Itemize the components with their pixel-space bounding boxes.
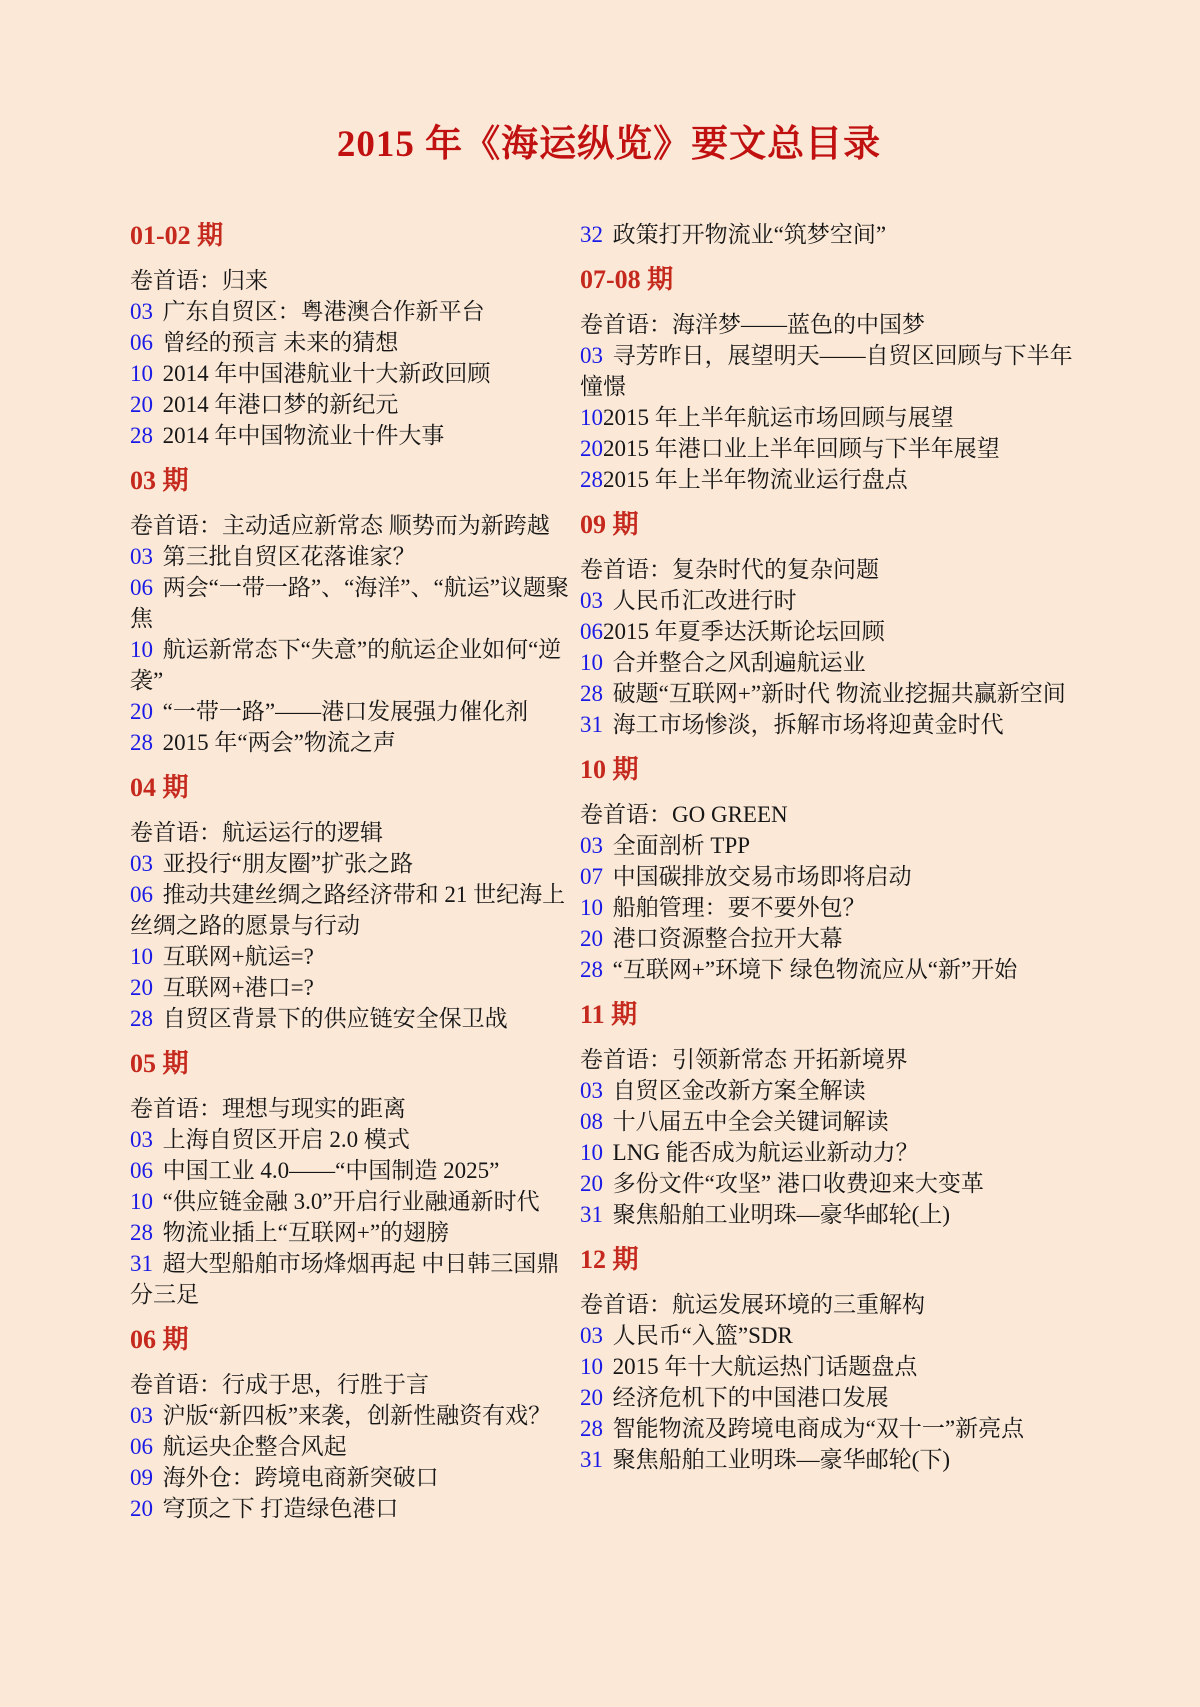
page-number: 20 [130, 392, 153, 417]
toc-item [130, 1124, 570, 1155]
toc-item [580, 464, 1088, 495]
article-title: 曾经的预言 未来的猜想 [162, 330, 399, 355]
page-number: 10 [580, 650, 603, 675]
page-number: 28 [130, 1006, 153, 1031]
article-title: 两会“一带一路”、“海洋”、“航运”议题聚焦 [130, 575, 569, 631]
page-number: 06 [130, 882, 153, 907]
article-title: “一带一路”——港口发展强力催化剂 [162, 699, 529, 724]
page-number: 10 [580, 895, 603, 920]
page-number: 03 [130, 1127, 153, 1152]
right-column [580, 206, 1088, 1475]
article-title: 聚焦船舶工业明珠—豪华邮轮(上) [612, 1202, 950, 1227]
toc-item [130, 541, 570, 572]
toc-item [130, 727, 570, 758]
toc-item [130, 1462, 570, 1493]
article-title: 2015 年“两会”物流之声 [162, 730, 396, 755]
article-title: 人民币汇改进行时 [612, 588, 797, 613]
toc-item [130, 696, 570, 727]
preface-line: 卷首语：海洋梦——蓝色的中国梦 [580, 312, 925, 337]
toc-item [580, 402, 1088, 433]
toc-item [580, 647, 1088, 678]
article-title: 船舶管理：要不要外包？ [612, 895, 866, 920]
page-number: 28 [580, 957, 603, 982]
page-number: 03 [580, 1078, 603, 1103]
toc-item [580, 923, 1088, 954]
toc-item [130, 634, 570, 696]
page-number: 10 [130, 361, 153, 386]
issue-heading: 11 期 [580, 1000, 638, 1029]
preface-line: 卷首语：复杂时代的复杂问题 [580, 557, 879, 582]
article-title: 海工市场惨淡，拆解市场将迎黄金时代 [612, 712, 1004, 737]
toc-item [580, 954, 1088, 985]
page-number: 10 [580, 405, 603, 430]
preface-line: 卷首语：GO GREEN [580, 802, 788, 827]
page-number: 03 [130, 299, 153, 324]
page-number: 20 [130, 975, 153, 1000]
article-title: 2015 年上半年物流业运行盘点 [603, 467, 908, 492]
page-number: 07 [580, 864, 603, 889]
article-title: 互联网+港口=? [162, 975, 314, 1000]
toc-item [130, 327, 570, 358]
preface-line: 卷首语：引领新常态 开拓新境界 [580, 1047, 908, 1072]
page-number: 06 [130, 330, 153, 355]
page-number: 28 [580, 681, 603, 706]
toc-item [130, 879, 570, 941]
toc-item [580, 1075, 1088, 1106]
page-number: 03 [580, 588, 603, 613]
article-title: “互联网+”环境下 绿色物流应从“新”开始 [612, 957, 1018, 982]
toc-item [580, 1413, 1088, 1444]
page-number: 06 [130, 1434, 153, 1459]
toc-item [580, 1351, 1088, 1382]
page-number: 28 [130, 730, 153, 755]
toc-item [130, 1155, 570, 1186]
article-title: 聚焦船舶工业明珠—豪华邮轮(下) [612, 1447, 950, 1472]
toc-item [580, 1199, 1088, 1230]
article-title: 沪版“新四板”来袭，创新性融资有戏？ [162, 1403, 552, 1428]
page-number: 10 [580, 1140, 603, 1165]
article-title: 自贸区金改新方案全解读 [612, 1078, 866, 1103]
page-number: 08 [580, 1109, 603, 1134]
toc-item [130, 1186, 570, 1217]
toc-item [580, 892, 1088, 923]
toc-item [580, 219, 1088, 250]
article-title: 2015 年夏季达沃斯论坛回顾 [603, 619, 885, 644]
article-title: 2014 年中国港航业十大新政回顾 [162, 361, 491, 386]
toc-item [580, 1137, 1088, 1168]
article-title: 互联网+航运=? [162, 944, 314, 969]
article-title: 上海自贸区开启 2.0 模式 [162, 1127, 410, 1152]
article-title: 经济危机下的中国港口发展 [612, 1385, 889, 1410]
preface-line: 卷首语：主动适应新常态 顺势而为新跨越 [130, 513, 550, 538]
article-title: 中国碳排放交易市场即将启动 [612, 864, 912, 889]
issue-heading: 05 期 [130, 1049, 189, 1078]
page-number: 06 [130, 1158, 153, 1183]
page-number: 31 [580, 1447, 603, 1472]
preface-line: 卷首语：航运发展环境的三重解构 [580, 1292, 925, 1317]
page-number: 06 [130, 575, 153, 600]
toc-item [580, 1444, 1088, 1475]
article-title: 智能物流及跨境电商成为“双十一”新亮点 [612, 1416, 1025, 1441]
toc-item [580, 340, 1088, 402]
toc-columns [130, 206, 1088, 1524]
article-title: 全面剖析 TPP [612, 833, 751, 858]
article-title: 寻芳昨日，展望明天——自贸区回顾与下半年憧憬 [580, 343, 1073, 399]
page-number: 20 [580, 436, 603, 461]
toc-item [130, 941, 570, 972]
page-number: 20 [130, 1496, 153, 1521]
page-number: 32 [580, 222, 603, 247]
issue-heading: 06 期 [130, 1325, 189, 1354]
article-title: 自贸区背景下的供应链安全保卫战 [162, 1006, 508, 1031]
page-number: 10 [130, 1189, 153, 1214]
toc-item [130, 1248, 570, 1310]
page-number: 20 [580, 926, 603, 951]
toc-item [580, 1168, 1088, 1199]
issue-heading: 01-02 期 [130, 221, 224, 250]
toc-item [580, 678, 1088, 709]
article-title: 政策打开物流业“筑梦空间” [612, 222, 887, 247]
toc-item [130, 972, 570, 1003]
article-title: LNG 能否成为航运业新动力？ [612, 1140, 919, 1165]
toc-item [130, 1217, 570, 1248]
page-number: 28 [580, 1416, 603, 1441]
toc-item [130, 1431, 570, 1462]
article-title: 2015 年港口业上半年回顾与下半年展望 [603, 436, 1000, 461]
toc-item [580, 433, 1088, 464]
page-number: 03 [580, 1323, 603, 1348]
toc-item [130, 1493, 570, 1524]
page-title: 2015 年《海运纵览》要文总目录 [336, 124, 882, 165]
issue-heading: 10 期 [580, 755, 639, 784]
page-number: 20 [580, 1385, 603, 1410]
toc-item [580, 830, 1088, 861]
issue-heading: 07-08 期 [580, 265, 674, 294]
toc-item [130, 420, 570, 451]
page-number: 28 [130, 423, 153, 448]
article-title: 第三批自贸区花落谁家？ [162, 544, 416, 569]
toc-item [130, 1400, 570, 1431]
toc-item [130, 358, 570, 389]
preface-line: 卷首语：归来 [130, 268, 268, 293]
page-number: 03 [130, 851, 153, 876]
toc-item [130, 848, 570, 879]
toc-item [580, 1106, 1088, 1137]
article-title: 广东自贸区：粤港澳合作新平台 [162, 299, 485, 324]
article-title: 人民币“入篮”SDR [612, 1323, 793, 1348]
article-title: 2015 年上半年航运市场回顾与展望 [603, 405, 954, 430]
article-title: 穹顶之下 打造绿色港口 [162, 1496, 399, 1521]
article-title: 2014 年港口梦的新纪元 [162, 392, 399, 417]
issue-heading: 12 期 [580, 1245, 639, 1274]
toc-item [130, 1003, 570, 1034]
left-column [130, 206, 570, 1524]
toc-item [130, 389, 570, 420]
toc-item [130, 296, 570, 327]
toc-item [580, 709, 1088, 740]
page-number: 03 [130, 1403, 153, 1428]
article-title: 航运新常态下“失意”的航运企业如何“逆袭” [130, 637, 562, 693]
article-title: 物流业插上“互联网+”的翅膀 [162, 1220, 450, 1245]
toc-item [580, 1382, 1088, 1413]
issue-heading: 03 期 [130, 466, 189, 495]
article-title: 航运央企整合风起 [162, 1434, 347, 1459]
preface-line: 卷首语：航运运行的逻辑 [130, 820, 383, 845]
article-title: 推动共建丝绸之路经济带和 21 世纪海上丝绸之路的愿景与行动 [130, 882, 566, 938]
page-number: 28 [130, 1220, 153, 1245]
article-title: 海外仓：跨境电商新突破口 [162, 1465, 439, 1490]
article-title: 港口资源整合拉开大幕 [612, 926, 843, 951]
article-title: 合并整合之风刮遍航运业 [612, 650, 866, 675]
toc-item [580, 585, 1088, 616]
page-number: 03 [580, 343, 603, 368]
page-number: 10 [130, 637, 153, 662]
article-title: 破题“互联网+”新时代 物流业挖掘共赢新空间 [612, 681, 1066, 706]
article-title: 十八届五中全会关键词解读 [612, 1109, 889, 1134]
article-title: 中国工业 4.0——“中国制造 2025” [162, 1158, 500, 1183]
issue-heading: 04 期 [130, 773, 189, 802]
page-number: 31 [580, 1202, 603, 1227]
page-number: 03 [580, 833, 603, 858]
article-title: 超大型船舶市场烽烟再起 中日韩三国鼎分三足 [130, 1251, 560, 1307]
preface-line: 卷首语：行成于思，行胜于言 [130, 1372, 429, 1397]
toc-item [580, 861, 1088, 892]
page-number: 10 [580, 1354, 603, 1379]
page-number: 28 [580, 467, 603, 492]
article-title: “供应链金融 3.0”开启行业融通新时代 [162, 1189, 540, 1214]
article-title: 2014 年中国物流业十件大事 [162, 423, 445, 448]
page-number: 06 [580, 619, 603, 644]
article-title: 亚投行“朋友圈”扩张之路 [162, 851, 414, 876]
page-number: 20 [130, 699, 153, 724]
page-number: 09 [130, 1465, 153, 1490]
page-number: 31 [130, 1251, 153, 1276]
toc-item [580, 1320, 1088, 1351]
page-number: 10 [130, 944, 153, 969]
article-title: 多份文件“攻坚” 港口收费迎来大变革 [612, 1171, 984, 1196]
page-number: 20 [580, 1171, 603, 1196]
preface-line: 卷首语：理想与现实的距离 [130, 1096, 406, 1121]
issue-heading: 09 期 [580, 510, 639, 539]
page-number: 03 [130, 544, 153, 569]
toc-item [580, 616, 1088, 647]
article-title: 2015 年十大航运热门话题盘点 [612, 1354, 918, 1379]
page-number: 31 [580, 712, 603, 737]
toc-item [130, 572, 570, 634]
